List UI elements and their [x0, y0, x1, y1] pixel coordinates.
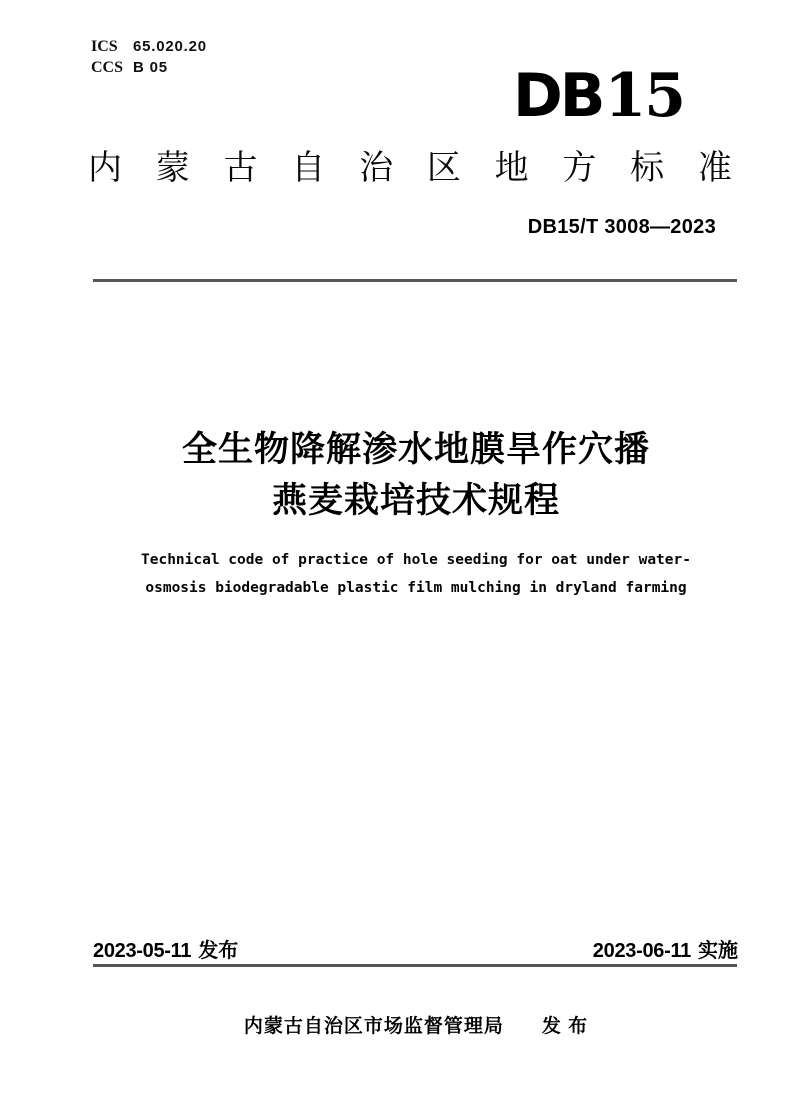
ccs-code-row [91, 57, 207, 78]
header-char: 自 [291, 149, 326, 187]
dates-row [93, 939, 738, 963]
region-standard-title [88, 150, 732, 186]
english-title-line1: Technical code of practice of hole seeding for oat under water- [141, 552, 691, 568]
implementation-date: 2023-06-11 [592, 940, 691, 962]
classification-codes [91, 36, 207, 78]
publisher-row [94, 1014, 738, 1040]
ccs-label: CCS [91, 59, 124, 76]
header-char: 区 [426, 149, 461, 187]
document-title-line1: 全生物降解渗水地膜旱作穴播 [181, 430, 650, 469]
top-divider-line [93, 279, 737, 282]
release-label: 发布 [198, 940, 239, 962]
header-char: 治 [359, 149, 394, 187]
header-char: 标 [630, 149, 665, 187]
ics-code-row [91, 36, 207, 57]
db15-logo-num: 15 [604, 61, 684, 131]
document-title-english [64, 546, 768, 602]
bottom-divider-line [93, 964, 737, 967]
header-char: 地 [494, 149, 529, 187]
document-title-line2: 燕麦栽培技术规程 [271, 481, 560, 520]
implementation-label: 实施 [698, 940, 738, 962]
release-date-group [93, 939, 238, 963]
publish-label: 发 布 [541, 1016, 589, 1037]
ics-label: ICS [91, 38, 118, 55]
implementation-date-group [593, 939, 738, 963]
publisher-name: 内蒙古自治区市场监督管理局 [243, 1016, 504, 1037]
header-char: 古 [223, 149, 258, 187]
ics-value: 65.020.20 [133, 38, 207, 55]
db15-logo-db: DB [512, 61, 603, 131]
db15-logo [512, 61, 684, 131]
release-date: 2023-05-11 [93, 940, 192, 962]
standard-number: DB15/T 3008—2023 [527, 216, 716, 238]
document-title [94, 424, 738, 526]
header-char: 内 [88, 149, 122, 187]
ccs-value: B 05 [133, 59, 168, 76]
header-char: 准 [697, 149, 732, 187]
header-char: 方 [562, 149, 597, 187]
english-title-line2: osmosis biodegradable plastic film mulching in dryland farming [145, 580, 687, 596]
header-char: 蒙 [155, 149, 190, 187]
